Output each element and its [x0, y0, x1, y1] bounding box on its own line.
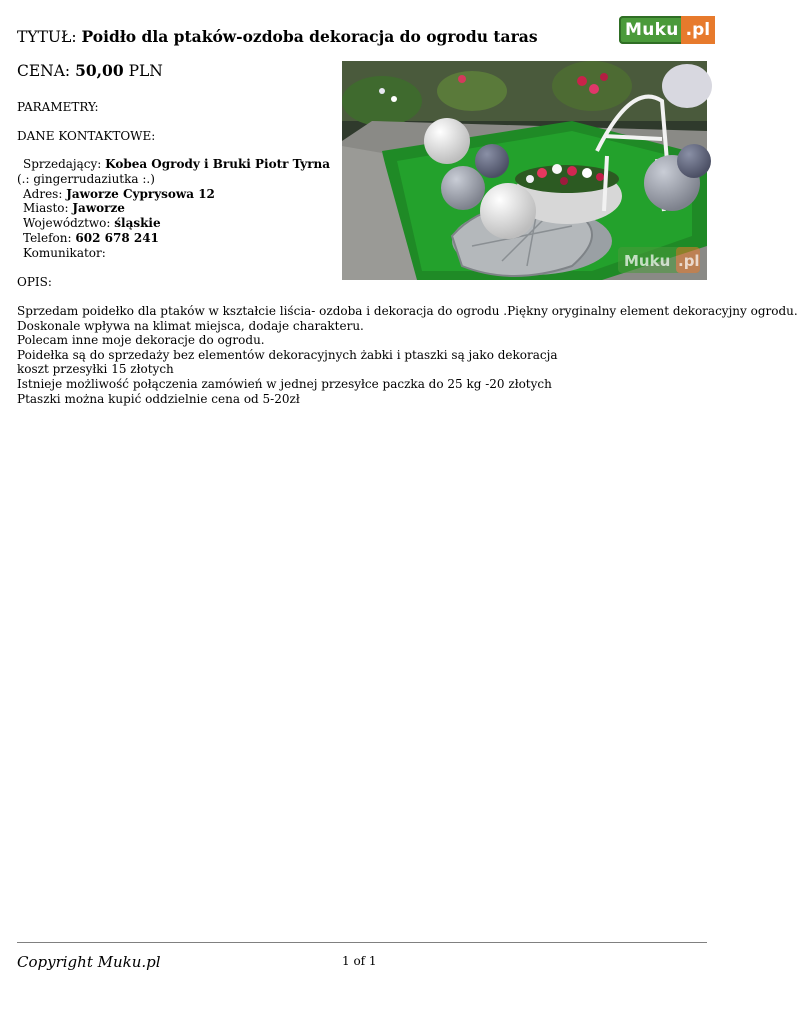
description-line: Poidełka są do sprzedaży bez elementów dekoracyjnych żabki i ptaszki są jako dekoracja: [17, 347, 558, 362]
city-value: Jaworze: [72, 201, 125, 216]
price-value: 50,00: [75, 61, 124, 80]
messenger-label: Komunikator:: [23, 245, 106, 260]
description-body: [17, 304, 798, 406]
messenger-row: [17, 246, 332, 261]
muku-logo[interactable]: [619, 16, 711, 44]
address-label: Adres:: [23, 186, 63, 201]
price-label: CENA:: [17, 62, 71, 80]
phone-label: Telefon:: [23, 230, 72, 245]
description-line: Ptaszki można kupić oddzielnie cena od 5-20zł: [17, 391, 300, 406]
description-line: Istnieje możliwość połączenia zamówień w jednej przesyłce paczka do 25 kg -20 złotych: [17, 376, 552, 391]
contact-heading: DANE KONTAKTOWE:: [17, 129, 156, 143]
footer-copyright: Copyright Muku.pl: [17, 953, 161, 971]
price-row: [17, 61, 163, 80]
voivodeship-value: śląskie: [114, 216, 161, 231]
contact-details: [17, 157, 332, 261]
description-heading: OPIS:: [17, 275, 52, 289]
seller-row: [17, 157, 332, 187]
phone-value[interactable]: 602 678 241: [75, 230, 159, 245]
address-row: [17, 187, 332, 202]
product-photo: [342, 61, 707, 280]
seller-nick: (.: gingerrudaziutka :.): [17, 171, 155, 186]
description-line: Sprzedam poidełko dla ptaków w kształcie liścia- ozdoba i dekoracja do ogrodu .Piękny oryginalny element dekoracyjny ogrodu.: [17, 304, 798, 318]
city-label: Miasto:: [23, 201, 69, 216]
title-value: Poidło dla ptaków-ozdoba dekoracja do ogrodu taras: [81, 27, 538, 46]
footer-divider: [17, 942, 707, 943]
description-line: koszt przesyłki 15 złotych: [17, 362, 174, 377]
garden-birdbath-illustration: [342, 61, 707, 280]
description-line: Doskonale wpływa na klimat miejsca, dodaje charakteru.: [17, 318, 364, 333]
city-row: [17, 201, 332, 216]
price-currency: PLN: [128, 62, 163, 80]
title-label: TYTUŁ:: [17, 28, 77, 46]
voivodeship-label: Województwo:: [23, 216, 111, 231]
seller-label: Sprzedający:: [23, 157, 102, 171]
logo-text: Muku: [625, 20, 679, 40]
parameters-heading: PARAMETRY:: [17, 100, 99, 114]
description-line: Polecam inne moje dekoracje do ogrodu.: [17, 333, 265, 348]
voivodeship-row: [17, 216, 332, 231]
photo-watermark: Muku: [624, 252, 671, 270]
listing-title: [17, 27, 538, 46]
phone-row: [17, 231, 332, 246]
address-value: Jaworze Cyprysowa 12: [66, 186, 215, 201]
page-number: 1 of 1: [342, 954, 377, 968]
seller-value: Kobea Ogrody i Bruki Piotr Tyrna: [105, 157, 331, 171]
photo-watermark-suffix: .pl: [678, 252, 700, 270]
logo-suffix: .pl: [681, 16, 715, 44]
